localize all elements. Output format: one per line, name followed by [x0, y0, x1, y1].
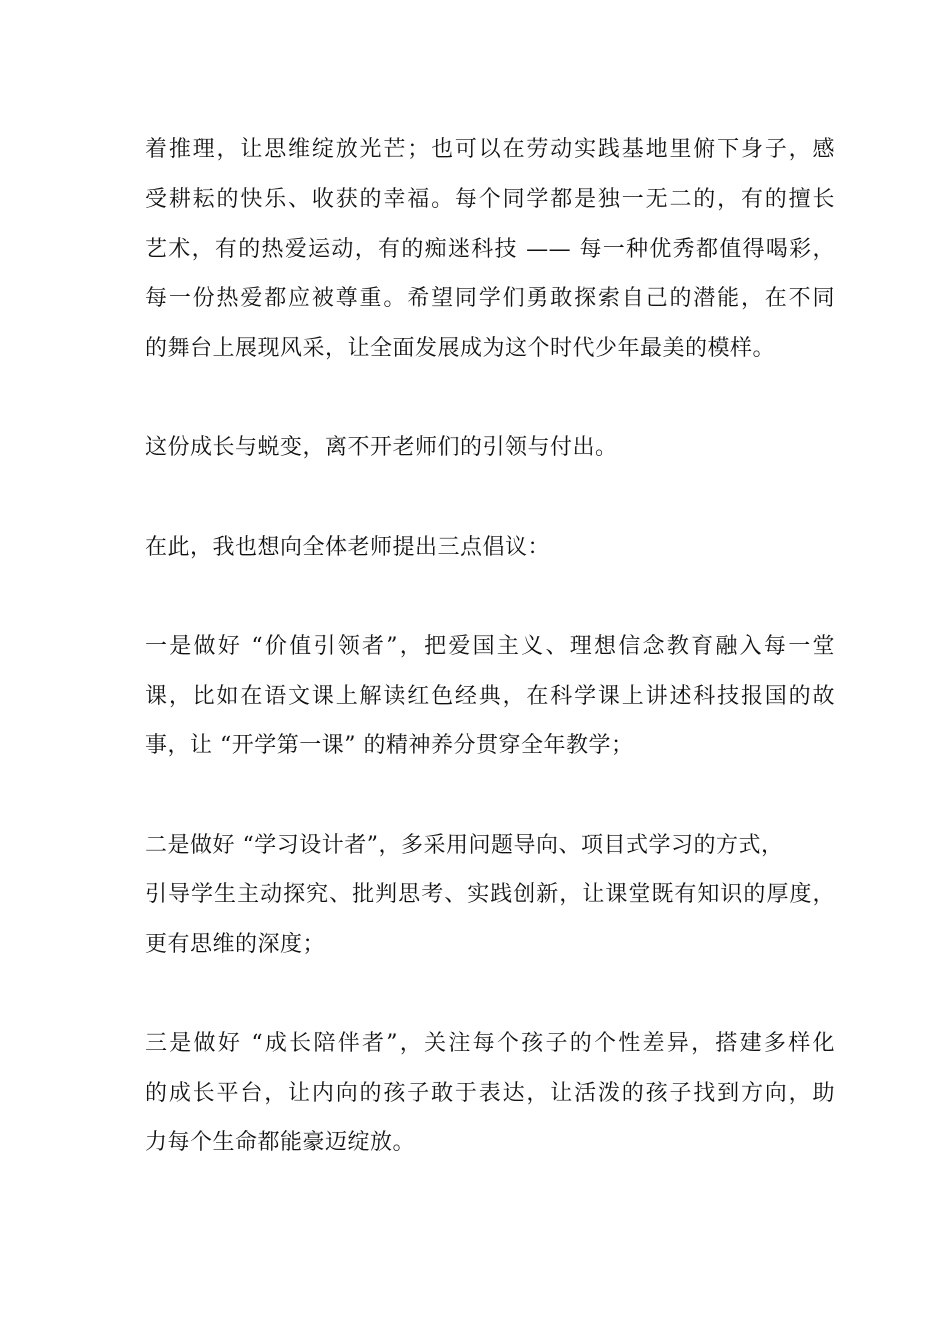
- paragraph-4-line-2: 课，比如在语文课上解读红色经典，在科学课上讲述科技报国的故: [145, 684, 835, 709]
- paragraph-4-line-3: 事，让 “开学第一课” 的精神养分贯穿全年教学；: [145, 733, 634, 758]
- paragraph-5-line-3: 更有思维的深度；: [145, 932, 326, 957]
- paragraph-1-line-5: 的舞台上展现风采，让全面发展成为这个时代少年最美的模样。: [145, 336, 776, 361]
- paragraph-5-line-1: 二是做好 “学习设计者”，多采用问题导向、项目式学习的方式，: [145, 833, 784, 858]
- paragraph-1-line-2: 受耕耘的快乐、收获的幸福。每个同学都是独一无二的，有的擅长: [145, 187, 835, 212]
- paragraph-1-line-1: 着推理，让思维绽放光芒；也可以在劳动实践基地里俯下身子，感: [145, 137, 835, 162]
- paragraph-5-line-2: 引导学生主动探究、批判思考、实践创新，让课堂既有知识的厚度，: [145, 882, 835, 907]
- paragraph-2-line-1: 这份成长与蜕变，离不开老师们的引领与付出。: [145, 435, 618, 460]
- paragraph-4-line-1: 一是做好 “价值引领者”，把爱国主义、理想信念教育融入每一堂: [145, 634, 835, 659]
- paragraph-6-line-2: 的成长平台，让内向的孩子敢于表达，让活泼的孩子找到方向，助: [145, 1081, 835, 1106]
- paragraph-6-line-3: 力每个生命都能豪迈绽放。: [145, 1130, 416, 1155]
- paragraph-6-line-1: 三是做好 “成长陪伴者”，关注每个孩子的个性差异，搭建多样化: [145, 1031, 835, 1056]
- paragraph-1-line-3: 艺术，有的热爱运动，有的痴迷科技 —— 每一种优秀都值得喝彩，: [145, 237, 835, 262]
- paragraph-1-line-4: 每一份热爱都应被尊重。希望同学们勇敢探索自己的潜能，在不同: [145, 286, 835, 311]
- paragraph-3-line-1: 在此，我也想向全体老师提出三点倡议：: [145, 535, 551, 560]
